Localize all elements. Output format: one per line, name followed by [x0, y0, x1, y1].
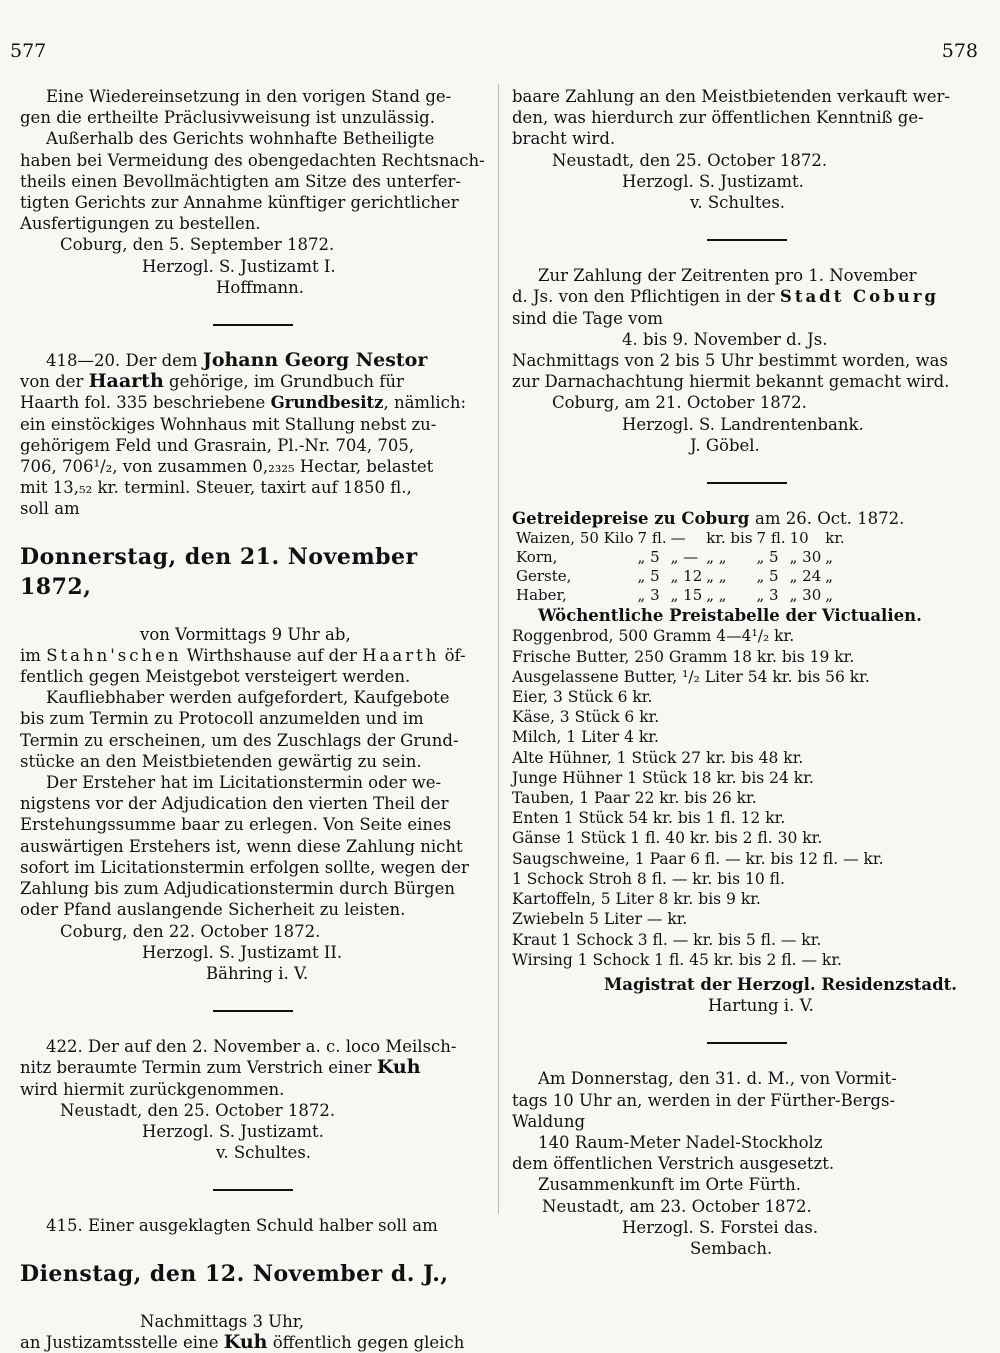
text-line: zur Darnachachtung hiermit bekannt gemacht wird. [512, 372, 950, 392]
list-item: Enten 1 Stück 54 kr. bis 1 fl. 12 kr. [512, 809, 786, 828]
section-rule [707, 1042, 787, 1044]
signature-office: Herzogl. S. Justizamt. [622, 171, 804, 191]
text-line: auswärtigen Erstehers ist, wenn diese Zahlung nicht [20, 836, 463, 856]
place-date: Neustadt, den 25. October 1872. [552, 150, 828, 170]
signature-name: Sembach. [690, 1238, 773, 1258]
signature-office: Magistrat der Herzogl. Residenzstadt. [604, 974, 958, 994]
notice-debt-auction [20, 1215, 486, 1353]
list-item: 1 Schock Stroh 8 fl. — kr. bis 10 fl. [512, 869, 785, 888]
table-cell: „ „ [706, 567, 727, 586]
text-line: tigten Gerichts zur Annahme künftiger gerichtlicher [20, 193, 459, 213]
auction-date: Donnerstag, den 21. November 1872, [20, 543, 418, 600]
table-cell: „ 30 [789, 548, 822, 567]
signature-name: v. Schultes. [690, 193, 786, 213]
table-cell: „ 5 [637, 567, 660, 586]
text-line: Eine Wiedereinsetzung in den vorigen Stand ge- [46, 87, 452, 106]
text-line: Waldung [512, 1111, 586, 1131]
text-fragment: , nämlich: [383, 393, 467, 413]
table-cell: 10 [789, 529, 809, 548]
place-haarth: Haarth [88, 370, 164, 393]
signature-name: Hartung i. V. [708, 996, 814, 1016]
text-line [20, 1332, 486, 1353]
table-cell: kr. bis [706, 529, 753, 548]
signature-office: Herzogl. S. Landrentenbank. [622, 414, 864, 434]
place-date: Coburg, den 5. September 1872. [60, 235, 335, 255]
payment-dates: 4. bis 9. November d. Js. [622, 329, 828, 349]
signature-name: Hoffmann. [216, 277, 305, 297]
text-line: tags 10 Uhr an, werden in der Fürther-Bergs- [512, 1090, 896, 1110]
signature-name: J. Göbel. [690, 435, 760, 455]
text-fragment: von der [20, 372, 84, 392]
table-row [516, 529, 849, 548]
text-line: Zusammenkunft im Orte Fürth. [538, 1175, 802, 1195]
list-item: Käse, 3 Stück 6 kr. [512, 708, 660, 727]
text-line: wird hiermit zurückgenommen. [20, 1079, 285, 1099]
list-item: Gänse 1 Stück 1 fl. 40 kr. bis 2 fl. 30 kr. [512, 829, 823, 848]
notice-number: 418—20. Der dem [46, 351, 198, 371]
signature-office: Herzogl. S. Justizamt II. [142, 942, 343, 962]
section-rule [707, 482, 787, 484]
text-fragment: öffentlich gegen gleich [272, 1332, 465, 1352]
price-lists [512, 508, 982, 1016]
grain-title-text: Getreidepreise zu Coburg [512, 509, 750, 529]
grain-prices-title [512, 508, 982, 529]
table-cell: Haber, [516, 586, 567, 605]
table-cell: „ 15 [670, 586, 703, 605]
text-line: Termin zu erscheinen, um des Zuschlags der Grund- [20, 730, 459, 750]
text-line: theils einen Bevollmächtigten am Sitze des unterfer- [20, 171, 461, 191]
place-date: Coburg, den 22. October 1872. [60, 921, 321, 941]
table-cell: kr. [825, 529, 845, 548]
text-line: nigstens vor der Adjudication den vierten Theil der [20, 794, 449, 814]
text-line [20, 350, 486, 371]
text-line: Kaufliebhaber werden aufgefordert, Kaufgebote [46, 688, 450, 708]
list-item: Tauben, 1 Paar 22 kr. bis 26 kr. [512, 789, 757, 808]
text-line: bracht wird. [512, 129, 616, 149]
table-cell: „ 3 [756, 586, 779, 605]
signature-office: Herzogl. S. Justizamt I. [142, 256, 336, 276]
notice-cow-withdrawn [20, 1036, 486, 1163]
text-line: stücke an den Meistbietenden gewärtig zu sein. [20, 751, 422, 771]
item-cow: Kuh [376, 1056, 421, 1079]
table-cell: „ — [670, 548, 699, 567]
text-line: Zahlung bis zum Adjudicationstermin durch Bürgen [20, 879, 455, 899]
text-line: 422. Der auf den 2. November a. c. loco Meilsch- [46, 1037, 457, 1057]
table-cell: Waizen, 50 Kilo [516, 529, 634, 548]
place-date: Neustadt, am 23. October 1872. [542, 1196, 812, 1216]
list-item: Milch, 1 Liter 4 kr. [512, 728, 659, 747]
text-line: Nachmittags von 2 bis 5 Uhr bestimmt worden, was [512, 351, 948, 371]
table-cell: „ [825, 586, 834, 605]
grain-date: am 26. Oct. 1872. [755, 509, 905, 529]
table-row [516, 567, 849, 586]
place-date: Coburg, am 21. October 1872. [552, 393, 807, 413]
table-cell: „ 5 [756, 567, 779, 586]
table-row [516, 548, 849, 567]
text-line [20, 371, 486, 392]
grain-price-table [516, 529, 849, 605]
text-line: dem öffentlichen Verstrich ausgesetzt. [512, 1154, 835, 1174]
text-fragment: öf- [444, 645, 466, 665]
text-line: Erstehungssumme baar zu erlegen. Von Seite eines [20, 815, 452, 835]
text-line: baare Zahlung an den Meistbietenden verkauft wer- [512, 87, 950, 106]
table-row [516, 586, 849, 605]
text-line: Der Ersteher hat im Licitationstermin oder we- [46, 773, 442, 793]
list-item: Wirsing 1 Schock 1 fl. 45 kr. bis 2 fl. — kr. [512, 950, 842, 969]
text-line: sofort im Licitationstermin erfolgen sollte, wegen der [20, 857, 469, 877]
signature-office: Herzogl. S. Forstei das. [622, 1217, 819, 1237]
text-line: Außerhalb des Gerichts wohnhafte Betheiligte [46, 129, 435, 149]
notice-rent-payment [512, 265, 982, 456]
text-line: bis zum Termin zu Protocoll anzumelden und im [20, 709, 424, 729]
section-rule [213, 324, 293, 326]
table-cell: — [670, 529, 686, 548]
auction-time: von Vormittags 9 Uhr ab, [140, 624, 351, 644]
page-number-left: 577 [10, 40, 47, 62]
text-fragment: gehörige, im Grundbuch für [169, 372, 404, 392]
table-cell: Gerste, [516, 567, 572, 586]
notice-property-auction [20, 350, 486, 984]
text-line: 140 Raum-Meter Nadel-Stockholz [538, 1132, 823, 1152]
column-divider [498, 84, 499, 1214]
notice-wood-auction [512, 1068, 982, 1259]
text-line: sind die Tage vom [512, 308, 664, 328]
text-fragment: Wirthshause auf der [186, 645, 357, 665]
page-number-right: 578 [941, 40, 978, 62]
list-item: Ausgelassene Butter, ¹/₂ Liter 54 kr. bis 56 kr. [512, 667, 870, 686]
text-line [20, 1057, 486, 1078]
text-line: haben bei Vermeidung des obengedachten Rechtsnach- [20, 150, 485, 170]
text-line [20, 392, 486, 413]
text-line: Ausfertigungen zu bestellen. [20, 214, 261, 234]
inn-name: Stahn'schen [46, 645, 182, 665]
table-cell: „ „ [706, 586, 727, 605]
section-rule [707, 239, 787, 241]
notice-continuation [512, 86, 982, 213]
table-cell: „ [825, 548, 834, 567]
table-cell: „ 24 [789, 567, 822, 586]
victual-price-list [512, 626, 982, 969]
text-line: soll am [20, 499, 80, 519]
victual-prices-title: Wöchentliche Preistabelle der Victualien. [538, 606, 922, 626]
text-fragment: d. Js. von den Pflichtigen in der [512, 287, 775, 307]
owner-name: Johann Georg Nestor [202, 349, 428, 372]
table-cell: 7 fl. [637, 529, 667, 548]
item-cow: Kuh [223, 1330, 268, 1353]
place-haarth: Haarth [362, 645, 440, 665]
property-label: Grundbesitz [270, 393, 384, 413]
text-line: Am Donnerstag, den 31. d. M., von Vormit- [538, 1069, 897, 1089]
signature-name: Bähring i. V. [206, 963, 309, 983]
list-item: Junge Hühner 1 Stück 18 kr. bis 24 kr. [512, 768, 814, 787]
list-item: Saugschweine, 1 Paar 6 fl. — kr. bis 12 fl. — kr. [512, 849, 884, 868]
section-rule [213, 1189, 293, 1191]
text-fragment: nitz beraumte Termin zum Verstrich einer [20, 1058, 372, 1078]
list-item: Alte Hühner, 1 Stück 27 kr. bis 48 kr. [512, 748, 804, 767]
text-line: 415. Einer ausgeklagten Schuld halber soll am [46, 1216, 438, 1236]
table-cell: „ 5 [756, 548, 779, 567]
table-cell: 7 fl. [756, 529, 786, 548]
text-line: ein einstöckiges Wohnhaus mit Stallung nebst zu- [20, 414, 437, 434]
list-item: Kartoffeln, 5 Liter 8 kr. bis 9 kr. [512, 890, 761, 909]
left-column [20, 86, 486, 1353]
text-line: gen die ertheilte Präclusivweisung ist unzulässig. [20, 108, 435, 128]
list-item: Zwiebeln 5 Liter — kr. [512, 910, 688, 929]
signature-office: Herzogl. S. Justizamt. [142, 1121, 324, 1141]
signature-name: v. Schultes. [216, 1143, 312, 1163]
text-line: gehörigem Feld und Grasrain, Pl.-Nr. 704, 705, [20, 435, 415, 455]
right-column [512, 86, 982, 1259]
text-line: Zur Zahlung der Zeitrenten pro 1. November [538, 266, 917, 286]
table-cell: „ 3 [637, 586, 660, 605]
text-line: oder Pfand auslangende Sicherheit zu leisten. [20, 900, 406, 920]
list-item: Roggenbrod, 500 Gramm 4—4¹/₂ kr. [512, 627, 795, 646]
city-name: Stadt Coburg [779, 287, 939, 307]
list-item: Eier, 3 Stück 6 kr. [512, 688, 653, 707]
text-line: mit 13,₅₂ kr. terminl. Steuer, taxirt auf 1850 fl., [20, 478, 412, 498]
text-line: den, was hierdurch zur öffentlichen Kenntniß ge- [512, 108, 924, 128]
section-rule [213, 1010, 293, 1012]
table-cell: „ „ [706, 548, 727, 567]
notice-reinstatement [20, 86, 486, 298]
auction-time: Nachmittags 3 Uhr, [140, 1311, 305, 1331]
text-fragment: an Justizamtsstelle eine [20, 1332, 219, 1352]
text-line [512, 286, 982, 307]
table-cell: „ 5 [637, 548, 660, 567]
text-line [20, 645, 486, 666]
list-item: Frische Butter, 250 Gramm 18 kr. bis 19 kr. [512, 647, 855, 666]
table-cell: „ 30 [789, 586, 822, 605]
place-date: Neustadt, den 25. October 1872. [60, 1100, 336, 1120]
table-cell: Korn, [516, 548, 558, 567]
table-cell: „ 12 [670, 567, 703, 586]
text-line: fentlich gegen Meistgebot versteigert werden. [20, 667, 411, 687]
auction-date: Dienstag, den 12. November d. J., [20, 1260, 449, 1287]
list-item: Kraut 1 Schock 3 fl. — kr. bis 5 fl. — kr. [512, 930, 822, 949]
table-cell: „ [825, 567, 834, 586]
text-fragment: Haarth fol. 335 beschriebene [20, 393, 266, 413]
text-fragment: im [20, 645, 41, 665]
text-line: 706, 706¹/₂, von zusammen 0,₂₃₂₅ Hectar, belastet [20, 457, 434, 477]
